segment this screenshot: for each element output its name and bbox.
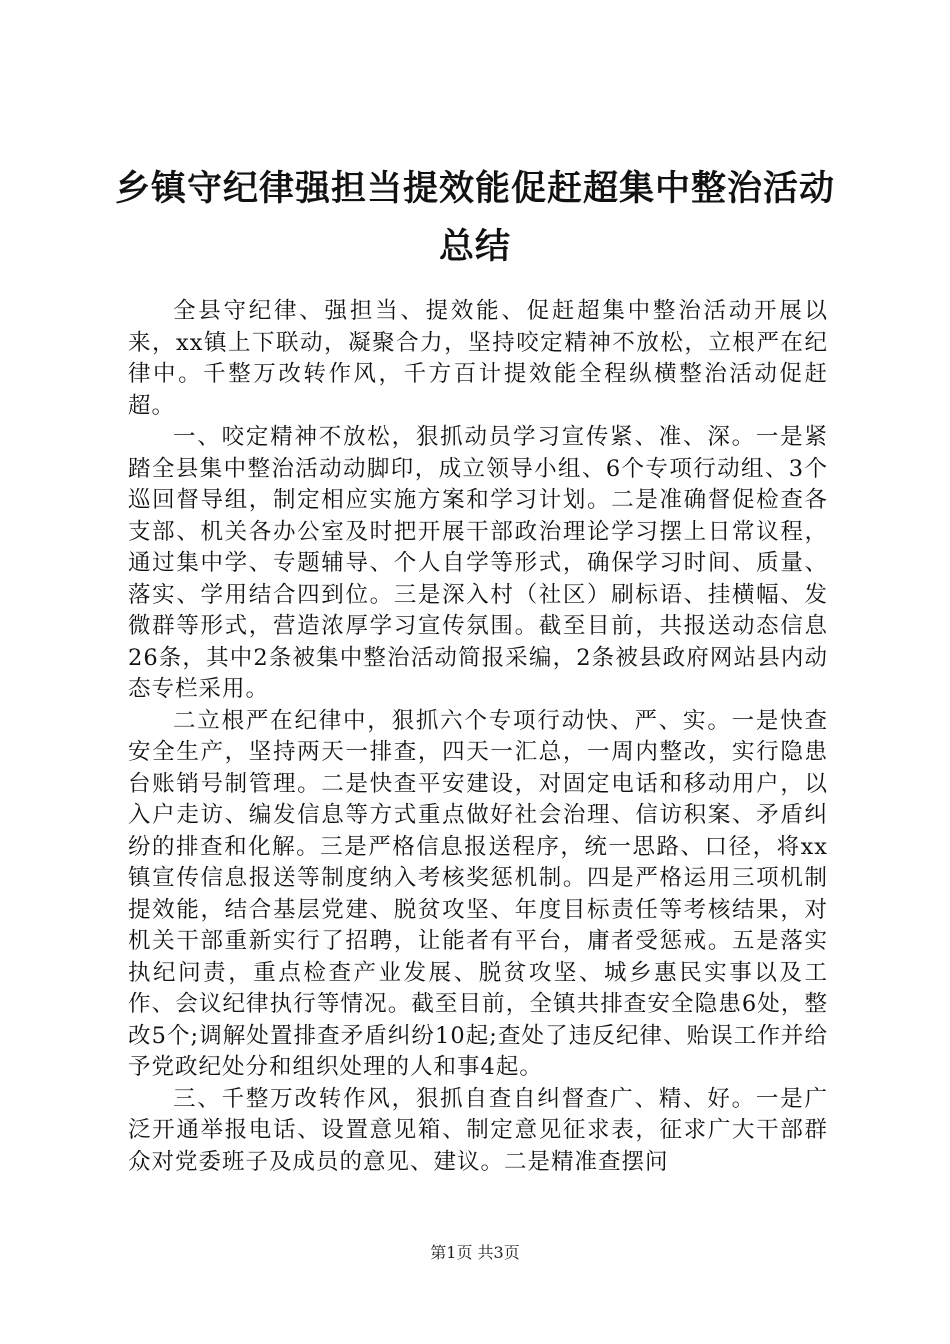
document-title xyxy=(110,160,840,276)
title-line-2: 总结 xyxy=(438,227,511,267)
paragraph-section-1: 一、咬定精神不放松，狠抓动员学习宣传紧、准、深。一是紧踏全县集中整治活动动脚印，成立领导小组、6个专项行动组、3个巡回督导组，制定相应实施方案和学习计划。二是准确督促检查各支部、机关各办公室及时把开展干部政治理论学习摆上日常议程，通过集中学、专题辅导、个人自学等形式，确保学习时间、质量、落实、学用结合四到位。三是深入村（社区）刷标语、挂横幅、发微群等形式，营造浓厚学习宣传氛围。截至目前，共报送动态信息26条，其中2条被集中整治活动简报采编，2条被县政府网站县内动态专栏采用。 xyxy=(128,424,828,702)
title-line-1: 乡镇守纪律强担当提效能促赶超集中整治活动 xyxy=(114,169,835,209)
paragraph-section-2: 二立根严在纪律中，狠抓六个专项行动快、严、实。一是快查安全生产，坚持两天一排查，四天一汇总，一周内整改，实行隐患台账销号制管理。二是快查平安建设，对固定电话和移动用户，以入户走访、编发信息等方式重点做好社会治理、信访积案、矛盾纠纷的排查和化解。三是严格信息报送程序，统一思路、口径，将xx镇宣传信息报送等制度纳入考核奖惩机制。四是严格运用三项机制提效能，结合基层党建、脱贫攻坚、年度目标责任等考核结果，对机关干部重新实行了招聘，让能者有平台，庸者受惩戒。五是落实执纪问责，重点检查产业发展、脱贫攻坚、城乡惠民实事以及工作、会议纪律执行等情况。截至目前，全镇共排查安全隐患6处，整改5个;调解处置排查矛盾纠纷10起;查处了违反纪律、贻误工作并给予党政纪处分和组织处理的人和事4起。 xyxy=(128,707,828,1080)
document-body xyxy=(128,296,828,1178)
paragraph-intro: 全县守纪律、强担当、提效能、促赶超集中整治活动开展以来，xx镇上下联动，凝聚合力，坚持咬定精神不放松，立根严在纪律中。千整万改转作风，千方百计提效能全程纵横整治活动促赶超。 xyxy=(128,298,828,419)
page-footer: 第1页 共3页 xyxy=(430,1243,520,1262)
paragraph-section-3: 三、千整万改转作风，狠抓自查自纠督查广、精、好。一是广泛开通举报电话、设置意见箱、制定意见征求表，征求广大干部群众对党委班子及成员的意见、建议。二是精准查摆问 xyxy=(128,1085,828,1175)
